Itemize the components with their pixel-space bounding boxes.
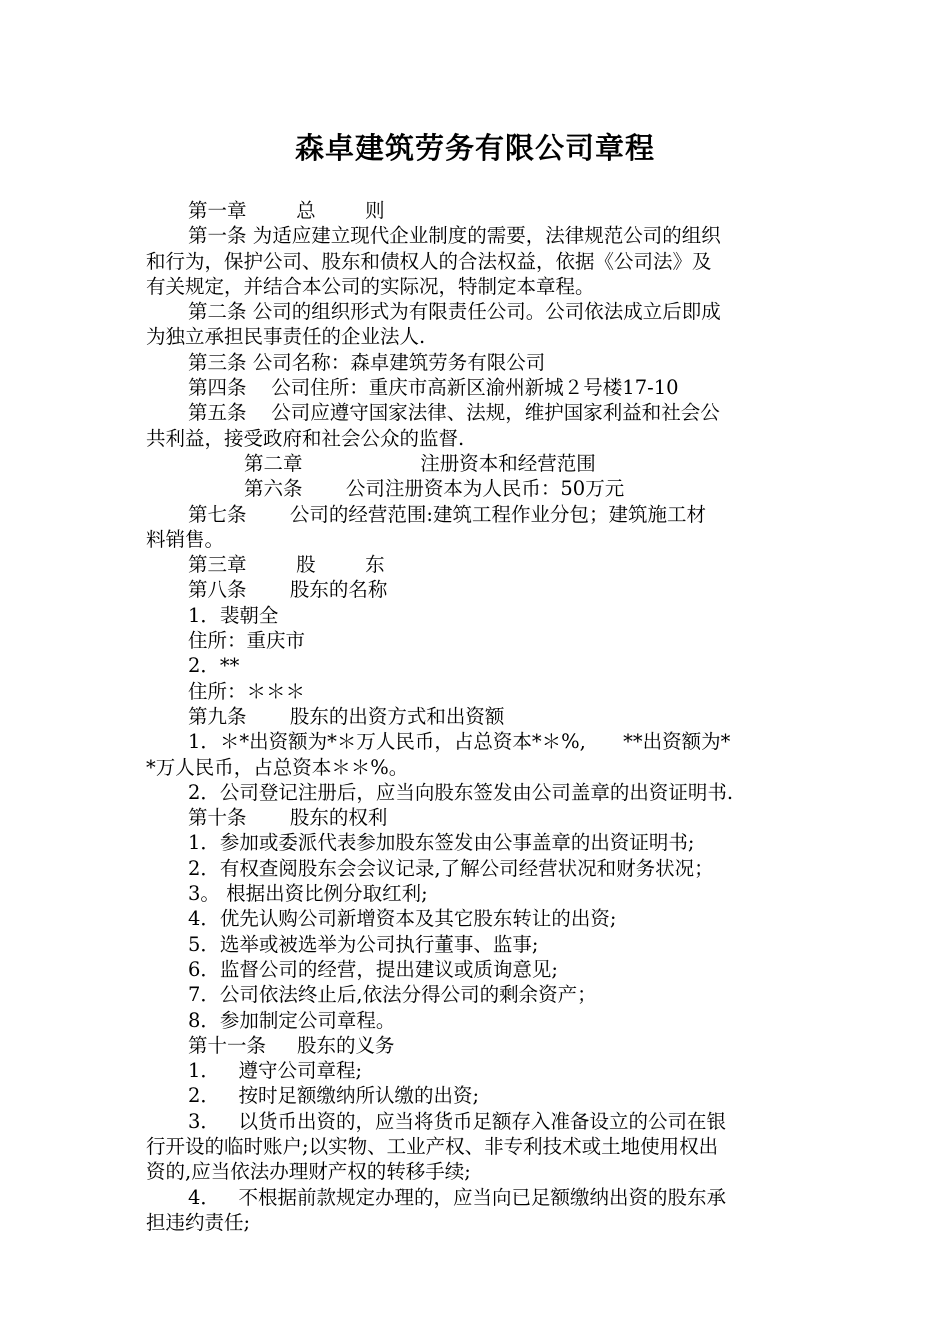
paragraph: 第八条 股东的名称 xyxy=(188,578,388,602)
paragraph: 6．监督公司的经营，提出建议或质询意见; xyxy=(188,957,558,981)
paragraph: 第二章 注册资本和经营范围 xyxy=(244,451,596,475)
paragraph: 3。 根据出资比例分取红利; xyxy=(188,882,428,906)
paragraph: 第九条 股东的出资方式和出资额 xyxy=(188,704,505,728)
paragraph-line: 资的,应当依法办理财产权的转移手续; xyxy=(146,1160,471,1184)
paragraph: 第四条 公司住所：重庆市高新区渝州新城２号楼17-10 xyxy=(188,376,679,400)
paragraph xyxy=(146,502,814,553)
paragraph xyxy=(146,1109,814,1185)
paragraph: 第十一条 股东的义务 xyxy=(188,1033,395,1057)
paragraph-line: 和行为，保护公司、股东和债权人的合法权益，依据《公司法》及 xyxy=(146,249,712,273)
paragraph: 7．公司依法终止后,依法分得公司的剩余资产； xyxy=(188,983,597,1007)
paragraph-line: 第二条 公司的组织形式为有限责任公司。公司依法成立后即成 xyxy=(188,300,721,324)
paragraph xyxy=(146,400,814,451)
document-title: 森卓建筑劳务有限公司章程 xyxy=(294,131,655,165)
paragraph: 第三章 股 东 xyxy=(188,553,385,577)
paragraph-line: 为独立承担民事责任的企业法人. xyxy=(146,325,426,349)
paragraph: 第六条 公司注册资本为人民币：50万元 xyxy=(244,477,625,501)
paragraph-line: 有关规定，并结合本公司的实际况，特制定本章程。 xyxy=(146,274,595,298)
paragraph-line: 第一条 为适应建立现代企业制度的需要，法律规范公司的组织 xyxy=(188,224,721,248)
paragraph: 5．选举或被选举为公司执行董事、监事; xyxy=(188,932,539,956)
paragraph xyxy=(146,223,814,299)
paragraph: 2．公司登记注册后，应当向股东签发由公司盖章的出资证明书. xyxy=(188,780,734,804)
paragraph-line: *万人民币，占总资本＊＊%。 xyxy=(146,755,409,779)
paragraph: 2． 按时足额缴纳所认缴的出资; xyxy=(188,1084,480,1108)
paragraph: 2．** xyxy=(188,654,240,678)
paragraph: 住所：重庆市 xyxy=(188,629,306,653)
paragraph-line: 共利益，接受政府和社会公众的监督. xyxy=(146,426,465,450)
paragraph: 1． 遵守公司章程; xyxy=(188,1059,363,1083)
paragraph: 住所：＊＊＊ xyxy=(188,679,306,703)
document-body xyxy=(146,198,814,1235)
paragraph-line: 4． 不根据前款规定办理的，应当向已足额缴纳出资的股东承 xyxy=(188,1185,727,1209)
paragraph: 8．参加制定公司章程。 xyxy=(188,1008,396,1032)
paragraph: 第一章 总 则 xyxy=(188,199,385,222)
paragraph: 4．优先认购公司新增资本及其它股东转让的出资; xyxy=(188,907,617,931)
paragraph xyxy=(146,299,814,350)
paragraph-line: 1．＊*出资额为*＊万人民币，占总资本*＊%, **出资额为* xyxy=(188,730,731,754)
paragraph-line: 行开设的临时账户;以实物、工业产权、非专利技术或土地使用权出 xyxy=(146,1134,719,1158)
paragraph xyxy=(146,729,814,780)
paragraph xyxy=(146,1185,814,1236)
paragraph-line: 担违约责任; xyxy=(146,1210,251,1234)
paragraph-line: 3． 以货币出资的，应当将货币足额存入准备设立的公司在银 xyxy=(188,1109,727,1133)
paragraph: 第三条 公司名称：森卓建筑劳务有限公司 xyxy=(188,350,546,374)
paragraph-line: 第五条 公司应遵守国家法律、法规，维护国家利益和社会公 xyxy=(188,401,720,425)
paragraph: 第十条 股东的权利 xyxy=(188,806,388,830)
paragraph: 1．裴朝全 xyxy=(188,603,279,627)
paragraph: 2．有权查阅股东会会议记录,了解公司经营状况和财务状况； xyxy=(188,856,714,880)
paragraph: 1．参加或委派代表参加股东签发由公事盖章的出资证明书; xyxy=(188,831,695,855)
paragraph-line: 第七条 公司的经营范围:建筑工程作业分包；建筑施工材 xyxy=(188,502,706,526)
paragraph-line: 料销售。 xyxy=(146,527,225,551)
